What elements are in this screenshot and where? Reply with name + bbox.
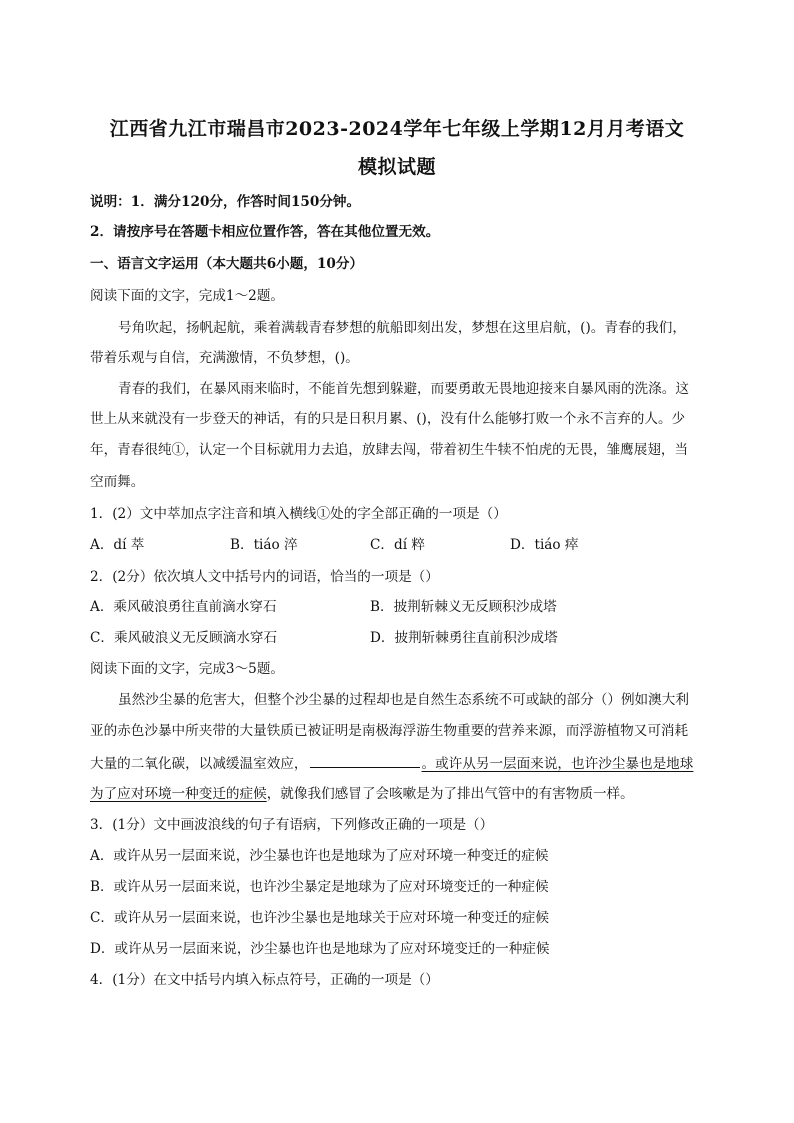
- q1-option-d: D．tiáo 瘁: [510, 537, 579, 553]
- q3-option-c: C．或许从另一层面来说，也许沙尘暴也是地球关于应对环境一种变迁的症候: [90, 910, 549, 926]
- passage2-line2: 世上从来就没有一步登天的神话，有的只是日积月累、()，没有什么能够打败一个永不言弃的人。少: [90, 411, 686, 427]
- passage1-line1: 号角吹起，扬帆起航，乘着满载青春梦想的航船即刻出发，梦想在这里启航，()。青春的我们，: [118, 320, 686, 336]
- wavy-sentence-part2: 为了应对环境一种变迁的症候: [90, 786, 267, 802]
- question-1: 1．(2）文中萃加点字注音和填入横线①处的字全部正确的一项是（）: [90, 506, 507, 522]
- passage3-line4: [90, 784, 710, 804]
- passage3-line3-start: 大量的二氧化碳，以减缓温室效应，: [90, 756, 308, 772]
- q3-option-d: D．或许从另一层面来说，沙尘暴也许也是地球为了应对环境变迁的一种症候: [90, 941, 550, 957]
- passage1-line2: 带着乐观与自信，充满激情，不负梦想，()。: [90, 350, 359, 366]
- passage2-line1: 青春的我们，在暴风雨来临时，不能首先想到躲避，而要勇敢无畏地迎接来自暴风雨的洗涤。这: [118, 381, 689, 397]
- reading-prompt-1: 阅读下面的文字，完成1～2题。: [90, 288, 285, 304]
- passage3-line3: [90, 753, 710, 774]
- exam-title-line1: 江西省九江市瑞昌市2023-2024学年七年级上学期12月月考语文: [109, 118, 685, 140]
- question-4: 4．(1分）在文中括号内填入标点符号，正确的一项是（）: [90, 972, 439, 988]
- passage3-line1: 虽然沙尘暴的危害大，但整个沙尘暴的过程却也是自然生态系统不可或缺的部分（）例如澳大利: [118, 692, 689, 708]
- q2-option-a: A．乘风破浪勇往直前滴水穿石: [90, 599, 277, 615]
- q2-option-d: D．披荆斩棘勇往直前积沙成塔: [370, 630, 558, 646]
- question-3: 3．(1分）文中画波浪线的句子有语病，下列修改正确的一项是（）: [90, 817, 494, 833]
- instruction-2: 2．请按序号在答题卡相应位置作答，答在其他位置无效。: [90, 224, 440, 240]
- wavy-sentence-part1: 。或许从另一层面来说，也许沙尘暴也是地球: [421, 756, 694, 772]
- passage3-line2: 亚的赤色沙暴中所夹带的大量铁质已被证明是南极海浮游生物重要的营养来源，而浮游植物又可消耗: [90, 723, 689, 739]
- exam-title-line2: 模拟试题: [357, 156, 436, 178]
- q1-option-a: A．dí 萃: [90, 537, 145, 553]
- q2-option-c: C．乘风破浪义无反顾滴水穿石: [90, 630, 278, 646]
- section-heading: 一、语言文字运用（本大题共6小题，10分）: [90, 256, 364, 272]
- passage3-line4-end: ，就像我们感冒了会咳嗽是为了排出气管中的有害物质一样。: [266, 786, 634, 802]
- q1-option-b: B．tiáo 淬: [230, 537, 298, 553]
- q3-option-b: B．或许从另一层面来说，也许沙尘暴定是地球为了应对环境变迁的一种症候: [90, 879, 549, 895]
- q3-option-a: A．或许从另一层面来说，沙尘暴也许也是地球为了应对环境一种变迁的症候: [90, 848, 549, 864]
- reading-prompt-2: 阅读下面的文字，完成3～5题。: [90, 661, 285, 677]
- q2-option-b: B．披荆斩棘义无反顾积沙成塔: [370, 599, 557, 615]
- question-2: 2．(2分）依次填人文中括号内的词语，恰当的一项是（）: [90, 569, 439, 585]
- instruction-1: 说明：1．满分120分，作答时间150分钟。: [90, 194, 361, 210]
- q1-option-c: C．dí 粹: [370, 537, 425, 553]
- fill-blank: [310, 753, 420, 768]
- passage2-line4: 空而舞。: [90, 474, 145, 490]
- passage2-line3: 年，青春很纯①，认定一个目标就用力去追，放肆去闯，带着初生牛犊不怕虎的无畏，雏鹰展翅，当: [90, 442, 689, 458]
